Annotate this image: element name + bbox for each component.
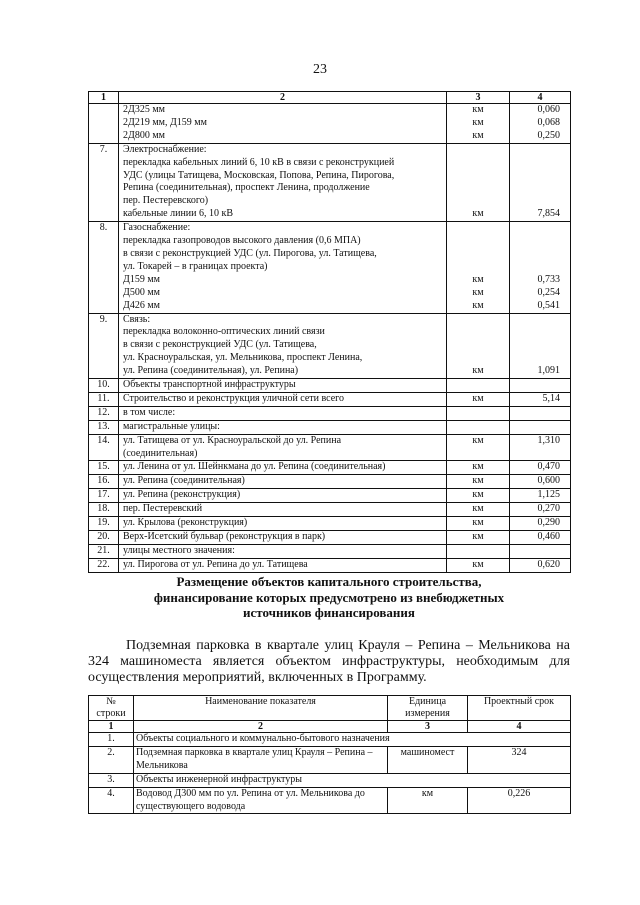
row-description (119, 313, 447, 379)
value-line: 0,541 (537, 299, 560, 311)
table-row (89, 406, 571, 420)
unit-line: км (472, 365, 484, 377)
row-description (119, 503, 447, 517)
value-line: 0,620 (537, 558, 560, 570)
row-description (119, 434, 447, 461)
value-line: 0,068 (537, 116, 560, 128)
description-line: в связи с реконструкцией УДС (ул. Пирогова, ул. Татищева, (123, 247, 377, 259)
row-value (510, 104, 571, 144)
row-value (510, 406, 571, 420)
table-row (89, 746, 571, 773)
col-number: 1 (89, 92, 119, 104)
row-value (510, 222, 571, 313)
row-number: 9. (89, 313, 119, 379)
value-line: 1,091 (537, 365, 560, 377)
unit-line: км (472, 104, 484, 115)
row-value (510, 143, 571, 221)
table-row (89, 434, 571, 461)
row-description (119, 406, 447, 420)
row-number: 3. (89, 773, 134, 787)
row-unit (447, 475, 510, 489)
value-line (514, 407, 560, 420)
row-name: Объекты социального и коммунально-бытового назначения (134, 733, 571, 747)
extrabudgetary-table (88, 695, 571, 814)
col-header-unit: Единица измерения (388, 696, 468, 721)
row-description (119, 379, 447, 393)
row-value (510, 379, 571, 393)
table-row (89, 531, 571, 545)
table-row (89, 503, 571, 517)
table-row (89, 475, 571, 489)
row-value (510, 489, 571, 503)
value-line: 0,470 (537, 461, 560, 473)
unit-line: км (472, 286, 484, 298)
unit-line: км (472, 558, 484, 570)
description-line: Репина (соединительная), проспект Ленина, продолжение (123, 182, 370, 194)
row-unit (447, 379, 510, 393)
row-number: 18. (89, 503, 119, 517)
unit-line: км (472, 129, 484, 141)
description-line: 2Д800 мм (123, 129, 165, 141)
description-line: ул. Токарей – в границах проекта) (123, 260, 268, 272)
table-row (89, 733, 571, 747)
description-line: Д426 мм (123, 299, 160, 311)
unit-line: км (472, 531, 484, 542)
row-unit (447, 544, 510, 558)
description-line: в связи с реконструкцией УДС (ул. Татищева, (123, 339, 317, 351)
row-description (119, 222, 447, 313)
description-line: ул. Красноуральская, ул. Мельникова, проспект Ленина, (123, 352, 363, 364)
row-number: 10. (89, 379, 119, 393)
description-line: ул. Репина (соединительная), ул. Репина) (123, 365, 299, 377)
row-value (510, 392, 571, 406)
value-line: 0,060 (537, 104, 560, 115)
row-description (119, 558, 447, 572)
table-row (89, 461, 571, 475)
column-number-row (89, 721, 571, 733)
table-row (89, 517, 571, 531)
row-description (119, 104, 447, 144)
row-number (89, 104, 119, 144)
row-number: 13. (89, 420, 119, 434)
row-description (119, 461, 447, 475)
page-number: 23 (313, 62, 327, 77)
row-number: 15. (89, 461, 119, 475)
row-number: 8. (89, 222, 119, 313)
infrastructure-table (88, 91, 571, 573)
unit-line: км (472, 392, 484, 404)
value-line: 1,310 (537, 434, 560, 446)
description-line: магистральные улицы: (123, 420, 220, 432)
row-description (119, 392, 447, 406)
value-line: 0,460 (537, 531, 560, 542)
row-number: 21. (89, 544, 119, 558)
row-number: 7. (89, 143, 119, 221)
description-line: пер. Пестеревский (123, 503, 203, 515)
row-value (510, 434, 571, 461)
unit-line: км (472, 116, 484, 128)
unit-line: км (472, 208, 484, 220)
value-line: 0,250 (537, 129, 560, 141)
col-number: 3 (447, 92, 510, 104)
col-number: 2 (134, 721, 388, 733)
value-line (514, 379, 560, 392)
row-number: 19. (89, 517, 119, 531)
col-header-num: № строки (89, 696, 134, 721)
description-line: УДС (улицы Татищева, Московская, Попова, Репина, Пирогова, (123, 169, 395, 181)
heading-line: Размещение объектов капитального строительства, (176, 574, 482, 589)
description-line: перекладка волоконно-оптических линий связи (123, 326, 325, 338)
description-line: перекладка кабельных линий 6, 10 кВ в связи с реконструкцией (123, 156, 395, 168)
row-number: 11. (89, 392, 119, 406)
description-line: перекладка газопроводов высокого давления (0,6 МПА) (123, 235, 361, 247)
row-value (510, 420, 571, 434)
unit-line: км (472, 503, 484, 515)
description-line: Связь: (123, 313, 151, 325)
description-line: Объекты транспортной инфраструктуры (123, 379, 296, 391)
unit-line: км (472, 434, 484, 446)
description-line: Строительство и реконструкция уличной сети всего (123, 392, 345, 404)
row-number: 16. (89, 475, 119, 489)
description-line: 2Д219 мм, Д159 мм (123, 116, 207, 128)
col-header-term: Проектный срок (468, 696, 571, 721)
section-heading (88, 574, 570, 621)
description-line: ул. Пирогова от ул. Репина до ул. Татищева (123, 558, 308, 570)
table-row (89, 420, 571, 434)
table-row (89, 313, 571, 379)
table-row (89, 222, 571, 313)
description-line: ул. Крылова (реконструкция) (123, 517, 248, 529)
row-number: 4. (89, 787, 134, 814)
description-line: Газоснабжение: (123, 222, 191, 234)
row-description (119, 517, 447, 531)
value-line: 0,600 (537, 475, 560, 487)
row-value (510, 461, 571, 475)
description-line: ул. Репина (соединительная) (123, 475, 245, 487)
heading-line: финансирование которых предусмотрено из внебюджетных (153, 589, 505, 605)
row-unit: машиномест (388, 746, 468, 773)
table-row (89, 104, 571, 144)
value-line: 0,733 (537, 273, 560, 285)
row-unit (447, 420, 510, 434)
unit-line: км (472, 517, 484, 529)
row-unit (447, 143, 510, 221)
unit-line (451, 545, 505, 558)
row-unit (447, 503, 510, 517)
col-number: 1 (89, 721, 134, 733)
description-line: ул. Репина (реконструкция) (123, 489, 241, 501)
col-number: 3 (388, 721, 468, 733)
table-header-row (89, 696, 571, 721)
col-number: 4 (510, 92, 571, 104)
table-row (89, 787, 571, 814)
value-line: 7,854 (537, 208, 560, 220)
value-line: 0,270 (537, 503, 560, 515)
description-line: Д159 мм (123, 273, 160, 285)
table-row (89, 544, 571, 558)
unit-line (451, 421, 505, 434)
row-unit (447, 406, 510, 420)
row-number: 14. (89, 434, 119, 461)
heading-line: источников финансирования (243, 605, 415, 620)
table-row (89, 558, 571, 572)
description-line: в том числе: (123, 406, 176, 418)
row-unit (447, 489, 510, 503)
row-unit (447, 434, 510, 461)
row-unit (447, 222, 510, 313)
row-description (119, 475, 447, 489)
description-line: ул. Ленина от ул. Шейнкмана до ул. Репина (соединительная) (123, 461, 386, 473)
value-line (514, 545, 560, 558)
row-unit (447, 461, 510, 475)
unit-line (451, 407, 505, 420)
row-value (510, 475, 571, 489)
table-row (89, 379, 571, 393)
row-value: 0,226 (468, 787, 571, 814)
unit-line: км (472, 489, 484, 501)
column-number-row (89, 92, 571, 104)
value-line: 0,290 (537, 517, 560, 529)
table-row (89, 489, 571, 503)
unit-line (451, 379, 505, 392)
row-description (119, 420, 447, 434)
description-line: 2Д325 мм (123, 104, 165, 115)
row-name: Объекты инженерной инфраструктуры (134, 773, 571, 787)
row-number: 17. (89, 489, 119, 503)
row-unit: км (388, 787, 468, 814)
row-value (510, 544, 571, 558)
row-number: 22. (89, 558, 119, 572)
row-unit (447, 392, 510, 406)
value-line: 1,125 (537, 489, 560, 501)
description-line: кабельные линии 6, 10 кВ (123, 208, 234, 220)
description-line: пер. Пестеревского) (123, 195, 209, 207)
row-unit (447, 558, 510, 572)
col-header-name: Наименование показателя (134, 696, 388, 721)
row-number: 20. (89, 531, 119, 545)
description-line: улицы местного значения: (123, 544, 235, 556)
unit-line: км (472, 461, 484, 473)
row-value (510, 558, 571, 572)
description-line: Д500 мм (123, 286, 160, 298)
row-name: Водовод Д300 мм по ул. Репина от ул. Мельникова до существующего водовода (134, 787, 388, 814)
row-value (510, 517, 571, 531)
row-description (119, 544, 447, 558)
description-line: Электроснабжение: (123, 143, 207, 155)
row-name: Подземная парковка в квартале улиц Крауля – Репина – Мельникова (134, 746, 388, 773)
unit-line: км (472, 475, 484, 487)
body-paragraph: Подземная парковка в квартале улиц Крауля – Репина – Мельникова на 324 машиноместа является объектом инфраструктуры, необходимым для осуществления мероприятий, включенных в Программу. (88, 638, 570, 685)
unit-line: км (472, 299, 484, 311)
value-line: 0,254 (537, 286, 560, 298)
row-unit (447, 517, 510, 531)
row-value (510, 313, 571, 379)
row-description (119, 143, 447, 221)
description-line: (соединительная) (123, 447, 198, 459)
row-value (510, 531, 571, 545)
row-description (119, 531, 447, 545)
row-unit (447, 531, 510, 545)
col-number: 2 (119, 92, 447, 104)
row-number: 2. (89, 746, 134, 773)
table-row (89, 773, 571, 787)
description-line: ул. Татищева от ул. Красноуральской до ул. Репина (123, 434, 342, 446)
row-number: 1. (89, 733, 134, 747)
row-unit (447, 313, 510, 379)
description-line: Верх-Исетский бульвар (реконструкция в парк) (123, 531, 326, 542)
value-line (514, 421, 560, 434)
value-line: 5,14 (542, 392, 560, 404)
table-row (89, 143, 571, 221)
row-value: 324 (468, 746, 571, 773)
table-row (89, 392, 571, 406)
row-unit (447, 104, 510, 144)
unit-line: км (472, 273, 484, 285)
row-description (119, 489, 447, 503)
row-value (510, 503, 571, 517)
col-number: 4 (468, 721, 571, 733)
row-number: 12. (89, 406, 119, 420)
